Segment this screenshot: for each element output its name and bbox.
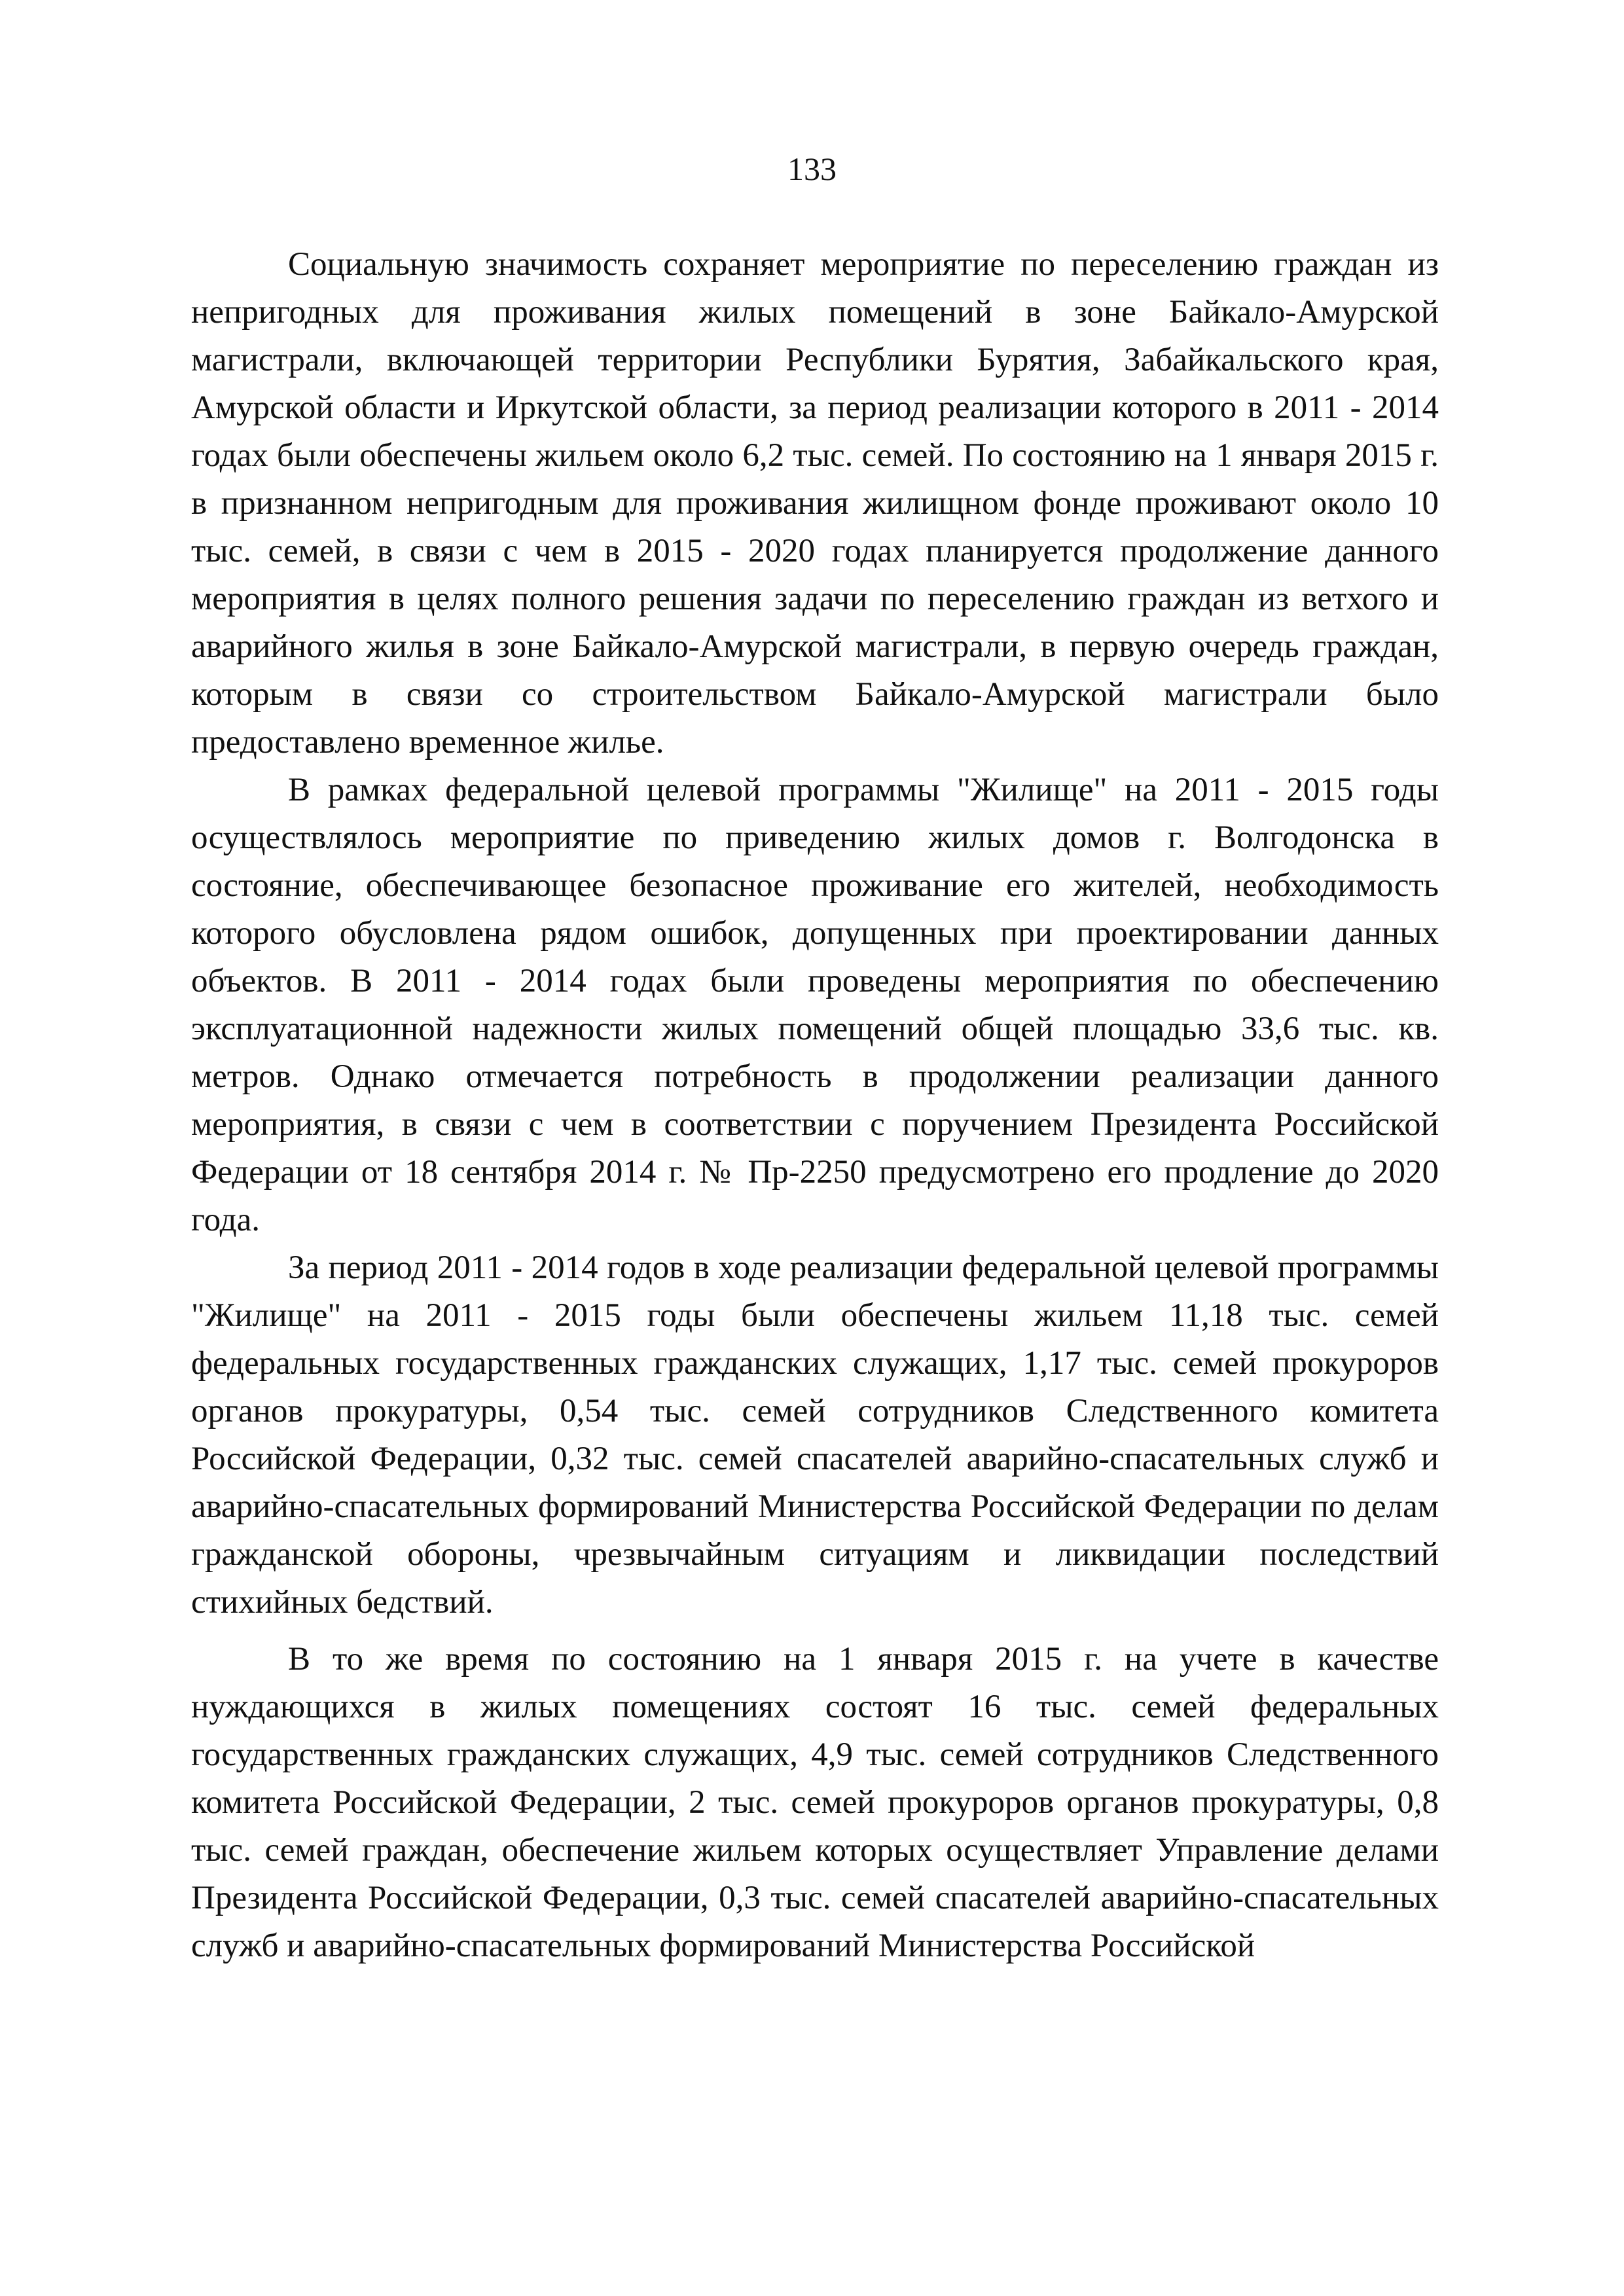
document-body <box>191 241 1439 1970</box>
paragraph-resettlement-bam: Социальную значимость сохраняет мероприятие по переселению граждан из непригодных для проживания жилых помещений в зоне Байкало-Амурской магистрали, включающей территории Республики Бурятия, Забайкальского края, Амурской области и Иркутской области, за период реализации которого в 2011 - 2014 годах были обеспечены жильем около 6,2 тыс. семей. По состоянию на 1 января 2015 г. в признанном непригодным для проживания жилищном фонде проживают около 10 тыс. семей, в связи с чем в 2015 - 2020 годах планируется продолжение данного мероприятия в целях полного решения задачи по переселению граждан из ветхого и аварийного жилья в зоне Байкало-Амурской магистрали, в первую очередь граждан, которым в связи со строительством Байкало-Амурской магистрали было предоставлено временное жилье. <box>191 246 1439 761</box>
page-number: 133 <box>787 151 837 187</box>
paragraph-volgodonsk: В рамках федеральной целевой программы "Жилище" на 2011 - 2015 годы осуществлялось мероприятие по приведению жилых домов г. Волгодонска в состояние, обеспечивающее безопасное проживание его жителей, необходимость которого обусловлена рядом ошибок, допущенных при проектировании данных объектов. В 2011 - 2014 годах были проведены мероприятия по обеспечению эксплуатационной надежности жилых помещений общей площадью 33,6 тыс. кв. метров. Однако отмечается потребность в продолжении реализации данного мероприятия, в связи с чем в соответствии с поручением Президента Российской Федерации от 18 сентября 2014 г. № Пр-2250 предусмотрено его продление до 2020 года. <box>191 772 1439 1238</box>
paragraph-waiting-list: В то же время по состоянию на 1 января 2015 г. на учете в качестве нуждающихся в жилых помещениях состоят 16 тыс. семей федеральных государственных гражданских служащих, 4,9 тыс. семей сотрудников Следственного комитета Российской Федерации, 2 тыс. семей прокуроров органов прокуратуры, 0,8 тыс. семей граждан, обеспечение жильем которых осуществляет Управление делами Президента Российской Федерации, 0,3 тыс. семей спасателей аварийно-спасательных служб и аварийно-спасательных формирований Министерства Российской <box>191 1641 1439 1964</box>
paragraph-housing-provided: За период 2011 - 2014 годов в ходе реализации федеральной целевой программы "Жилище" на 2011 - 2015 годы были обеспечены жильем 11,18 тыс. семей федеральных государственных гражданских служащих, 1,17 тыс. семей прокуроров органов прокуратуры, 0,54 тыс. семей сотрудников Следственного комитета Российской Федерации, 0,32 тыс. семей спасателей аварийно-спасательных служб и аварийно-спасательных формирований Министерства Российской Федерации по делам гражданской обороны, чрезвычайным ситуациям и ликвидации последствий стихийных бедствий. <box>191 1249 1439 1621</box>
